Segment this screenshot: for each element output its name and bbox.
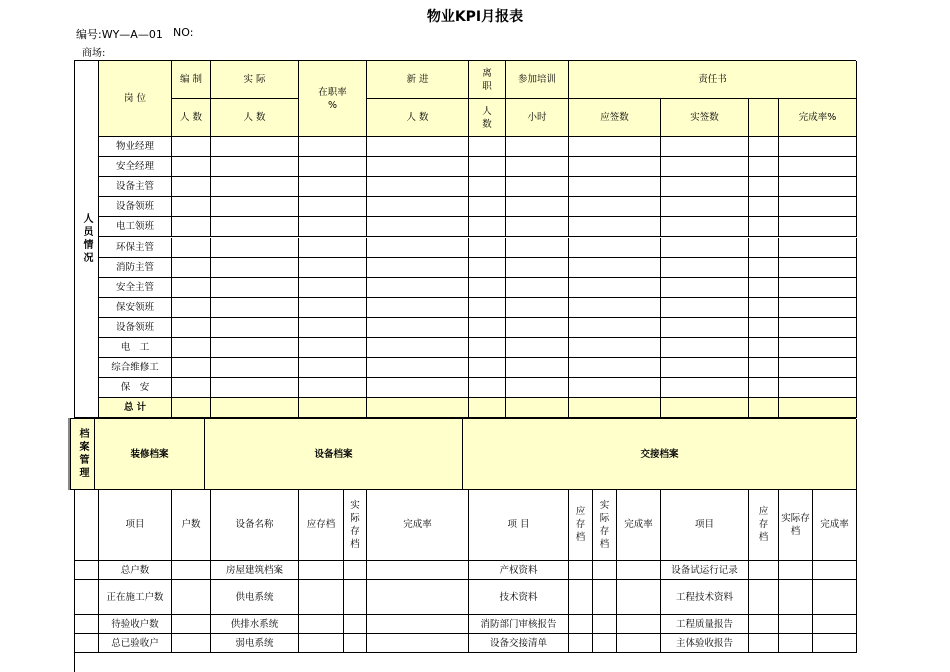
data-cell[interactable] — [779, 238, 857, 258]
archive-cell[interactable] — [779, 580, 813, 615]
archive-cell[interactable] — [813, 634, 857, 653]
data-cell[interactable] — [367, 217, 469, 237]
data-cell[interactable] — [367, 137, 469, 157]
arch-header-households: 户数 — [172, 489, 211, 561]
arch-header-device-name: 设备名称 — [211, 489, 299, 561]
archive-cell[interactable] — [569, 634, 593, 653]
archive-cell[interactable] — [813, 615, 857, 634]
header-completion: 完成率% — [779, 99, 857, 137]
data-cell[interactable] — [367, 298, 469, 318]
data-cell[interactable] — [367, 318, 469, 338]
data-cell[interactable] — [172, 197, 211, 217]
post-label: 物业经理 — [99, 137, 172, 157]
header-staffing: 编 制 — [172, 61, 211, 99]
group-equipment: 设备档案 — [205, 419, 463, 490]
data-cell[interactable] — [569, 258, 661, 278]
data-cell[interactable] — [367, 358, 469, 378]
data-cell[interactable] — [172, 258, 211, 278]
post-label: 综合维修工 — [99, 358, 172, 378]
data-cell[interactable] — [661, 217, 749, 237]
archive-cell[interactable] — [299, 615, 344, 634]
archive-item-a: 总户数 — [99, 561, 172, 580]
arch-header-should-store: 应存档 — [299, 489, 344, 561]
data-cell[interactable] — [211, 318, 299, 338]
data-cell[interactable] — [779, 278, 857, 298]
data-cell[interactable] — [506, 157, 569, 177]
data-cell[interactable] — [569, 298, 661, 318]
data-cell[interactable] — [569, 358, 661, 378]
total-cell[interactable] — [469, 398, 506, 418]
data-cell[interactable] — [749, 137, 779, 157]
data-cell[interactable] — [569, 137, 661, 157]
data-cell[interactable] — [469, 177, 506, 197]
data-cell[interactable] — [172, 238, 211, 258]
archive-cell[interactable] — [749, 634, 779, 653]
data-cell[interactable] — [367, 338, 469, 358]
arch-header-actual-store-text: 实际存档 — [350, 499, 360, 550]
header-new-in: 新 进 — [367, 61, 469, 99]
data-cell[interactable] — [211, 217, 299, 237]
data-cell[interactable] — [749, 258, 779, 278]
data-cell[interactable] — [661, 258, 749, 278]
data-cell[interactable] — [569, 157, 661, 177]
data-cell[interactable] — [779, 338, 857, 358]
data-cell[interactable] — [367, 238, 469, 258]
data-cell[interactable] — [469, 258, 506, 278]
data-cell[interactable] — [299, 278, 367, 298]
archive-section — [71, 419, 95, 490]
archive-group-row — [70, 418, 856, 490]
data-cell[interactable] — [779, 378, 857, 398]
data-cell[interactable] — [367, 278, 469, 298]
data-cell[interactable] — [661, 278, 749, 298]
archive-cell[interactable] — [779, 615, 813, 634]
arch-header-actual-store — [344, 489, 367, 561]
data-cell[interactable] — [299, 197, 367, 217]
data-cell[interactable] — [749, 217, 779, 237]
archive-left-blank — [75, 489, 99, 561]
archive-item-c: 消防部门审核报告 — [469, 615, 569, 634]
archive-cell[interactable] — [593, 615, 617, 634]
header-new-people: 人 数 — [367, 99, 469, 137]
archive-section-label: 档案管理 — [77, 428, 88, 480]
archive-cell[interactable] — [779, 634, 813, 653]
data-cell[interactable] — [211, 358, 299, 378]
data-cell[interactable] — [211, 157, 299, 177]
data-cell[interactable] — [779, 157, 857, 177]
archive-cell[interactable] — [593, 634, 617, 653]
data-cell[interactable] — [172, 217, 211, 237]
data-cell[interactable] — [569, 318, 661, 338]
archive-cell[interactable] — [617, 615, 661, 634]
post-label: 电 工 — [99, 338, 172, 358]
archive-item-b: 房屋建筑档案 — [211, 561, 299, 580]
arch-header-actual-store2 — [593, 489, 617, 561]
data-cell[interactable] — [569, 338, 661, 358]
archive-item-c: 技术资料 — [469, 580, 569, 615]
data-cell[interactable] — [172, 378, 211, 398]
personnel-section — [75, 61, 99, 418]
data-cell[interactable] — [299, 137, 367, 157]
data-cell[interactable] — [172, 177, 211, 197]
arch-header-completion2: 完成率 — [617, 489, 661, 561]
archive-cell[interactable] — [299, 561, 344, 580]
header-blank — [749, 99, 779, 137]
archive-item-b: 供排水系统 — [211, 615, 299, 634]
post-label: 环保主管 — [99, 238, 172, 258]
header-onjob-pct: % — [327, 99, 338, 111]
data-cell[interactable] — [211, 278, 299, 298]
archive-cell[interactable] — [569, 561, 593, 580]
data-cell[interactable] — [779, 217, 857, 237]
data-cell[interactable] — [749, 278, 779, 298]
archive-cell[interactable] — [172, 561, 211, 580]
archive-cell[interactable] — [593, 580, 617, 615]
archive-item-a: 总已验收户 — [99, 634, 172, 653]
data-cell[interactable] — [172, 318, 211, 338]
data-cell[interactable] — [299, 298, 367, 318]
data-cell[interactable] — [211, 238, 299, 258]
data-cell[interactable] — [211, 298, 299, 318]
data-cell[interactable] — [299, 378, 367, 398]
total-cell[interactable] — [779, 398, 857, 418]
archive-cell[interactable] — [569, 615, 593, 634]
data-cell[interactable] — [749, 177, 779, 197]
data-cell[interactable] — [299, 238, 367, 258]
header-leave-text: 离职 — [482, 67, 492, 92]
archive-cell[interactable] — [367, 580, 469, 615]
archive-cell[interactable] — [749, 615, 779, 634]
arch-header-should-store3-text: 应存档 — [758, 506, 769, 543]
data-cell[interactable] — [469, 157, 506, 177]
arch-header-completion3: 完成率 — [813, 489, 857, 561]
data-cell[interactable] — [469, 338, 506, 358]
data-cell[interactable] — [569, 177, 661, 197]
archive-item-d: 主体验收报告 — [661, 634, 749, 653]
total-cell[interactable] — [367, 398, 469, 418]
post-label: 电工领班 — [99, 217, 172, 237]
data-cell[interactable] — [506, 177, 569, 197]
data-cell[interactable] — [779, 177, 857, 197]
archive-cell[interactable] — [593, 561, 617, 580]
archive-item-c: 产权资料 — [469, 561, 569, 580]
archive-cell[interactable] — [344, 580, 367, 615]
data-cell[interactable] — [469, 378, 506, 398]
personnel-table — [74, 60, 856, 418]
header-onjob — [299, 61, 367, 137]
archive-cell[interactable] — [617, 634, 661, 653]
data-cell[interactable] — [211, 197, 299, 217]
header-leave — [469, 61, 506, 99]
archive-cell[interactable] — [367, 561, 469, 580]
data-cell[interactable] — [506, 238, 569, 258]
archive-cell[interactable] — [813, 561, 857, 580]
arch-header-actual-store2-text: 实际存档 — [599, 499, 610, 550]
data-cell[interactable] — [469, 197, 506, 217]
data-cell[interactable] — [172, 278, 211, 298]
data-cell[interactable] — [367, 177, 469, 197]
data-cell[interactable] — [367, 258, 469, 278]
archive-cell[interactable] — [172, 615, 211, 634]
data-cell[interactable] — [661, 358, 749, 378]
data-cell[interactable] — [299, 177, 367, 197]
post-label: 保 安 — [99, 378, 172, 398]
data-cell[interactable] — [661, 177, 749, 197]
total-cell[interactable] — [506, 398, 569, 418]
data-cell[interactable] — [469, 238, 506, 258]
arch-header-completion: 完成率 — [367, 489, 469, 561]
data-cell[interactable] — [779, 358, 857, 378]
data-cell[interactable] — [506, 197, 569, 217]
data-cell[interactable] — [569, 197, 661, 217]
header-onjob-rate: 在职率 — [318, 86, 347, 98]
data-cell[interactable] — [749, 358, 779, 378]
data-cell[interactable] — [172, 137, 211, 157]
data-cell[interactable] — [506, 338, 569, 358]
data-cell[interactable] — [367, 157, 469, 177]
header-leave-people-text: 人数 — [482, 105, 492, 130]
data-cell[interactable] — [211, 177, 299, 197]
no-label: NO: — [173, 26, 194, 39]
total-cell[interactable] — [569, 398, 661, 418]
code-label: 编号:WY—A—01 — [76, 28, 163, 41]
data-cell[interactable] — [749, 157, 779, 177]
post-label: 设备主管 — [99, 177, 172, 197]
archive-cell[interactable] — [75, 580, 99, 615]
arch-header-item2: 项 目 — [469, 489, 569, 561]
archive-cell[interactable] — [367, 634, 469, 653]
total-cell[interactable] — [172, 398, 211, 418]
archive-item-d: 工程质量报告 — [661, 615, 749, 634]
data-cell[interactable] — [367, 197, 469, 217]
data-cell[interactable] — [469, 298, 506, 318]
data-cell[interactable] — [469, 137, 506, 157]
header-actual: 实 际 — [211, 61, 299, 99]
archive-item-c: 设备交接清单 — [469, 634, 569, 653]
data-cell[interactable] — [779, 197, 857, 217]
archive-item-a: 待验收户数 — [99, 615, 172, 634]
data-cell[interactable] — [469, 318, 506, 338]
data-cell[interactable] — [506, 278, 569, 298]
data-cell[interactable] — [779, 137, 857, 157]
archive-cell[interactable] — [569, 580, 593, 615]
data-cell[interactable] — [569, 378, 661, 398]
archive-cell[interactable] — [344, 634, 367, 653]
archive-cell[interactable] — [344, 615, 367, 634]
archive-cell[interactable] — [749, 580, 779, 615]
header-should-sign: 应签数 — [569, 99, 661, 137]
arch-header-item3: 项目 — [661, 489, 749, 561]
archive-cell[interactable] — [75, 634, 99, 653]
total-cell[interactable] — [661, 398, 749, 418]
archive-item-b: 供电系统 — [211, 580, 299, 615]
post-label: 安全经理 — [99, 157, 172, 177]
header-responsibility: 责任书 — [569, 61, 857, 99]
data-cell[interactable] — [506, 298, 569, 318]
data-cell[interactable] — [506, 318, 569, 338]
archive-cell[interactable] — [172, 634, 211, 653]
archive-item-a: 正在施工户数 — [99, 580, 172, 615]
arch-header-should-store3 — [749, 489, 779, 561]
data-cell[interactable] — [367, 378, 469, 398]
header-actual-sign: 实签数 — [661, 99, 749, 137]
personnel-section-label: 人员情况 — [81, 213, 92, 265]
data-cell[interactable] — [749, 318, 779, 338]
archive-cell[interactable] — [344, 561, 367, 580]
data-cell[interactable] — [779, 318, 857, 338]
archive-cell[interactable] — [749, 561, 779, 580]
archive-cell[interactable] — [779, 561, 813, 580]
data-cell[interactable] — [506, 358, 569, 378]
mall-label: 商场: — [82, 48, 106, 59]
archive-cell[interactable] — [172, 580, 211, 615]
header-leave-people — [469, 99, 506, 137]
archive-item-d: 设备试运行记录 — [661, 561, 749, 580]
data-cell[interactable] — [211, 338, 299, 358]
archive-cell[interactable] — [617, 561, 661, 580]
data-cell[interactable] — [211, 378, 299, 398]
header-training: 参加培训 — [506, 61, 569, 99]
data-cell[interactable] — [661, 318, 749, 338]
data-cell[interactable] — [211, 258, 299, 278]
data-cell[interactable] — [779, 298, 857, 318]
data-cell[interactable] — [172, 298, 211, 318]
total-cell[interactable] — [749, 398, 779, 418]
header-hours: 小时 — [506, 99, 569, 137]
data-cell[interactable] — [211, 137, 299, 157]
archive-cell[interactable] — [367, 615, 469, 634]
total-cell[interactable] — [211, 398, 299, 418]
arch-header-should-store2 — [569, 489, 593, 561]
data-cell[interactable] — [172, 338, 211, 358]
data-cell[interactable] — [749, 298, 779, 318]
data-cell[interactable] — [299, 258, 367, 278]
post-label: 设备领班 — [99, 197, 172, 217]
header-post: 岗 位 — [99, 61, 172, 137]
data-cell[interactable] — [299, 358, 367, 378]
data-cell[interactable] — [299, 217, 367, 237]
header-actual-people: 人 数 — [211, 99, 299, 137]
arch-header-should-store2-text: 应存档 — [575, 506, 586, 543]
data-cell[interactable] — [661, 197, 749, 217]
archive-cell[interactable] — [617, 580, 661, 615]
data-cell[interactable] — [569, 278, 661, 298]
group-handover: 交接档案 — [463, 419, 857, 490]
data-cell[interactable] — [661, 338, 749, 358]
post-label: 保安领班 — [99, 298, 172, 318]
data-cell[interactable] — [299, 338, 367, 358]
total-label: 总 计 — [99, 398, 172, 418]
page-title: 物业KPI月报表 — [426, 9, 524, 25]
data-cell[interactable] — [506, 378, 569, 398]
data-cell[interactable] — [469, 278, 506, 298]
post-label: 消防主管 — [99, 258, 172, 278]
arch-header-actual-store3: 实际存档 — [779, 489, 813, 561]
archive-cell[interactable] — [299, 580, 344, 615]
data-cell[interactable] — [469, 358, 506, 378]
data-cell[interactable] — [661, 378, 749, 398]
data-cell[interactable] — [569, 217, 661, 237]
data-cell[interactable] — [469, 217, 506, 237]
data-cell[interactable] — [506, 258, 569, 278]
post-label: 安全主管 — [99, 278, 172, 298]
data-cell[interactable] — [299, 157, 367, 177]
data-cell[interactable] — [172, 358, 211, 378]
data-cell[interactable] — [779, 258, 857, 278]
archive-table — [74, 489, 856, 672]
archive-cell[interactable] — [299, 634, 344, 653]
data-cell[interactable] — [749, 238, 779, 258]
archive-cell[interactable] — [75, 561, 99, 580]
arch-header-item: 项目 — [99, 489, 172, 561]
header-staffing-people: 人 数 — [172, 99, 211, 137]
data-cell[interactable] — [172, 157, 211, 177]
data-cell[interactable] — [569, 238, 661, 258]
total-cell[interactable] — [299, 398, 367, 418]
data-cell[interactable] — [506, 217, 569, 237]
data-cell[interactable] — [749, 378, 779, 398]
data-cell[interactable] — [749, 338, 779, 358]
data-cell[interactable] — [661, 238, 749, 258]
data-cell[interactable] — [506, 137, 569, 157]
post-label: 设备领班 — [99, 318, 172, 338]
archive-item-d: 工程技术资料 — [661, 580, 749, 615]
archive-cell[interactable] — [813, 580, 857, 615]
data-cell[interactable] — [299, 318, 367, 338]
data-cell[interactable] — [661, 298, 749, 318]
data-cell[interactable] — [749, 197, 779, 217]
data-cell[interactable] — [661, 137, 749, 157]
archive-item-b: 弱电系统 — [211, 634, 299, 653]
data-cell[interactable] — [661, 157, 749, 177]
group-renovation: 装修档案 — [95, 419, 205, 490]
archive-cell[interactable] — [75, 615, 99, 634]
